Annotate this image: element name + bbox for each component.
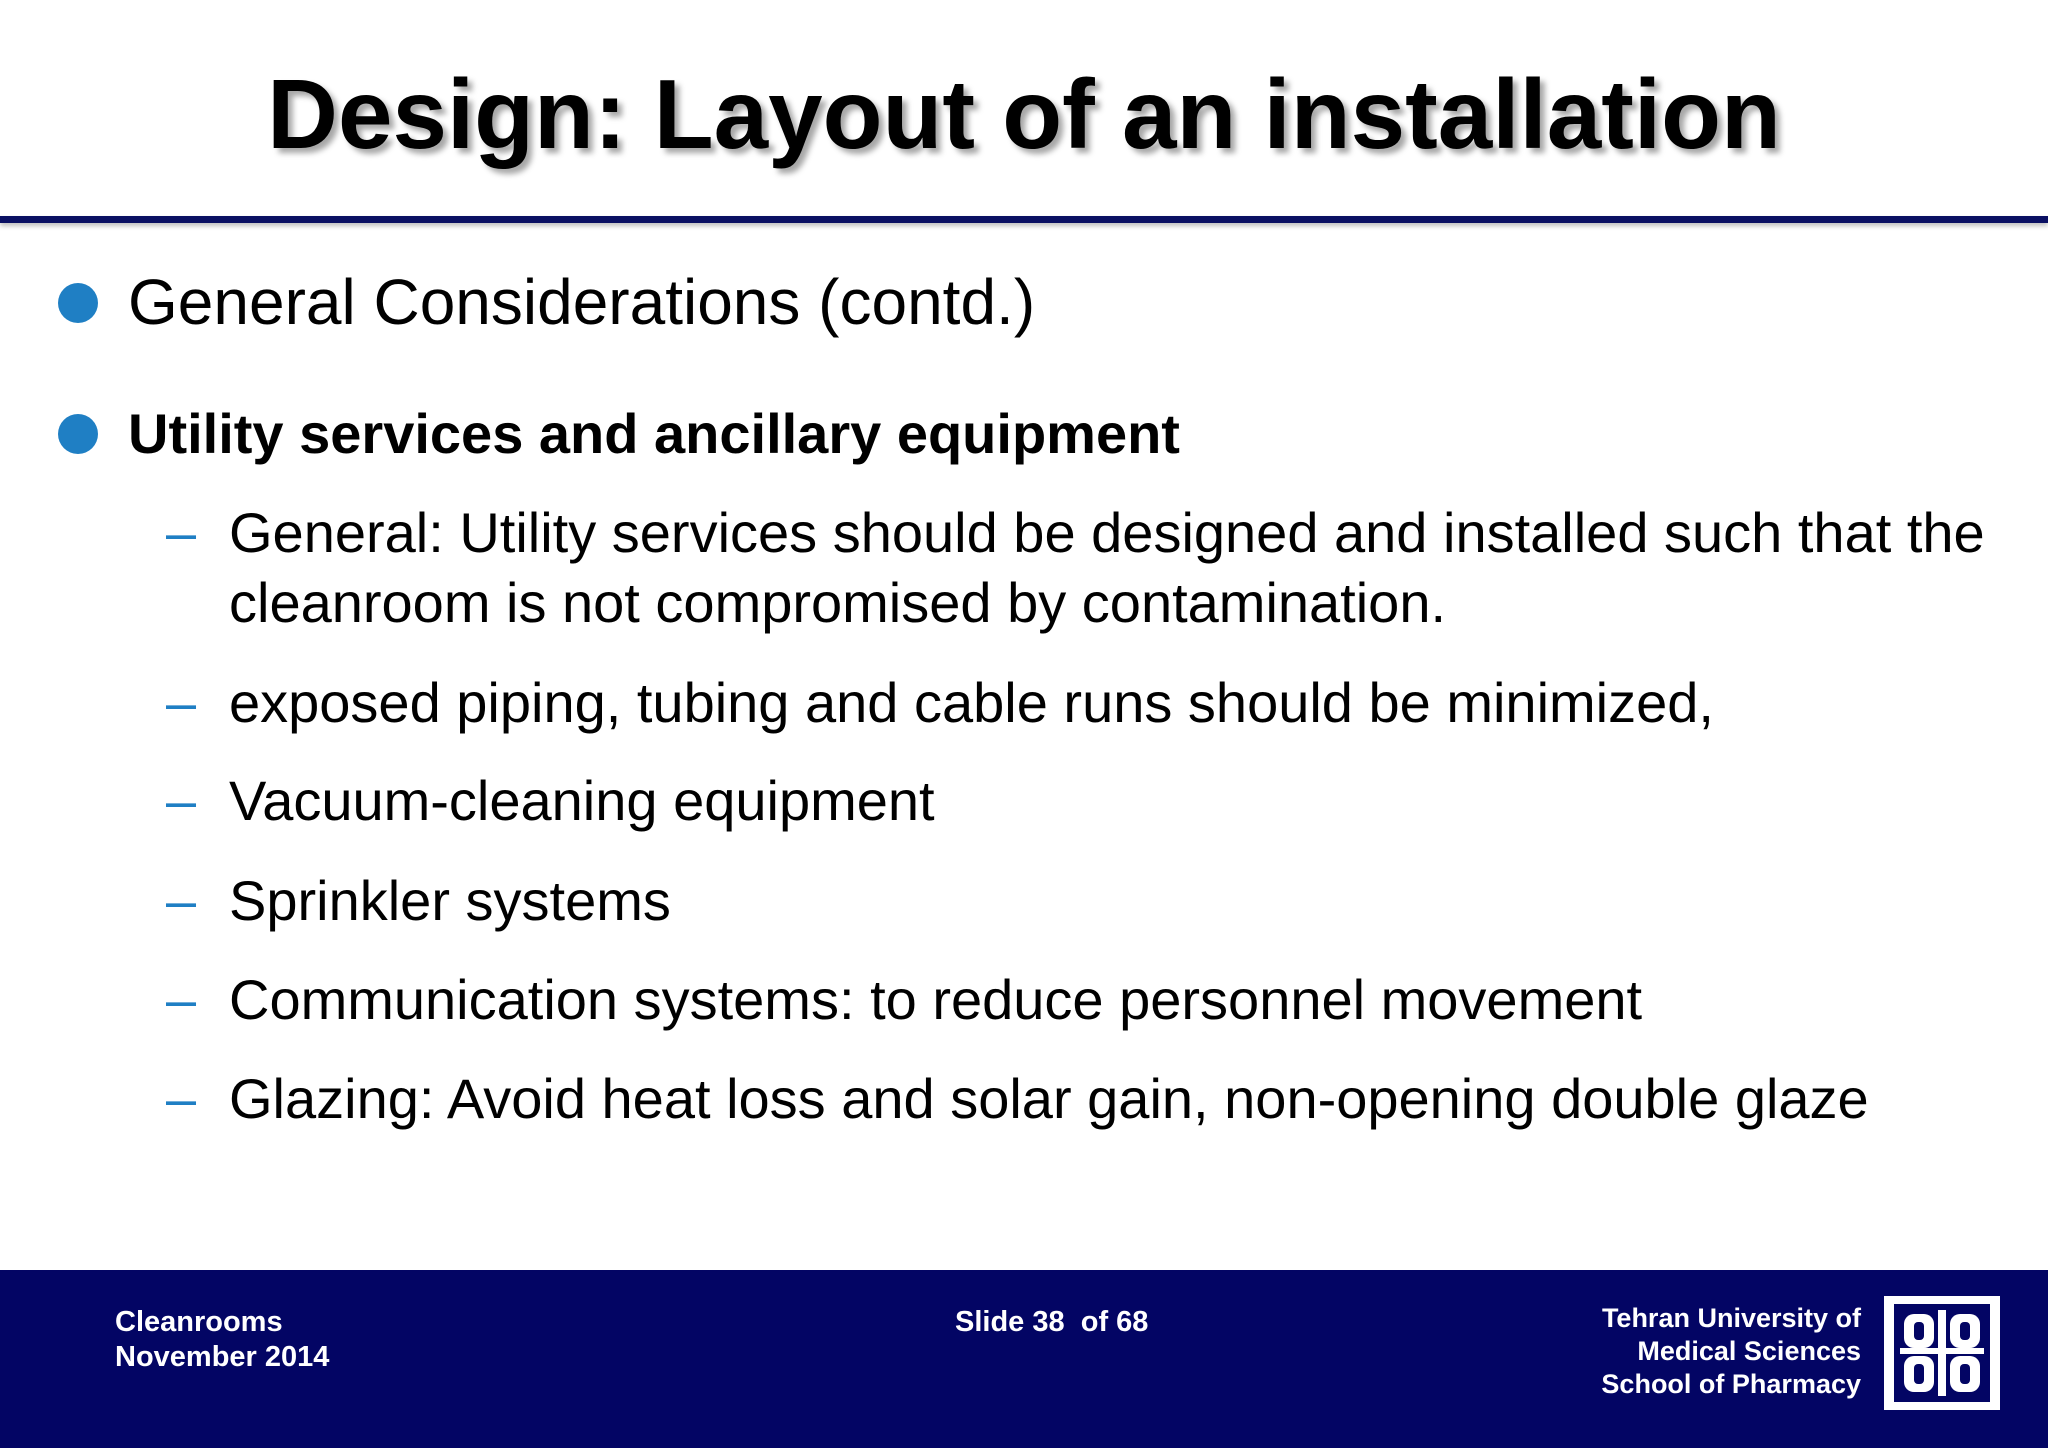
university-logo-icon [1884,1296,2000,1410]
footer-institution [1601,1302,1861,1401]
title-divider [0,216,2048,223]
slide-title: Design: Layout of an installation [267,59,1781,169]
footer-institution-line3: School of Pharmacy [1601,1369,1861,1399]
sub-bullet-text: Communication systems: to reduce personnel movement [229,968,1643,1031]
footer-institution-line2: Medical Sciences [1637,1336,1861,1366]
dash-marker: – [166,871,197,931]
slide-footer [0,1270,2048,1448]
bullet-text: General Considerations (contd.) [128,266,1036,338]
title-area [0,0,2048,218]
dash-marker: – [166,673,197,733]
footer-date: November 2014 [115,1341,330,1373]
footer-course-title: Cleanrooms [115,1306,283,1338]
sub-bullet-text: Sprinkler systems [229,869,671,932]
dash-marker: – [166,970,197,1030]
dash-marker: – [166,771,197,831]
sub-bullet-text: Glazing: Avoid heat loss and solar gain, non-opening double glaze [229,1067,1869,1130]
footer-slide-number: Slide 38 of 68 [955,1306,1149,1338]
dash-marker: – [166,503,197,563]
footer-left [115,1305,329,1375]
sub-bullet-text: Vacuum-cleaning equipment [229,769,935,832]
sub-bullet-text: exposed piping, tubing and cable runs should be minimized, [229,671,1714,734]
bullet-text: Utility services and ancillary equipment [128,402,1180,465]
dash-marker: – [166,1069,197,1129]
sub-bullet-text: General: Utility services should be designed and installed such that the cleanroom is not compromised by contamination. [229,501,1985,634]
bullet-dot-icon [58,283,98,323]
footer-institution-line1: Tehran University of [1601,1303,1861,1333]
bullet-dot-icon [58,414,98,454]
